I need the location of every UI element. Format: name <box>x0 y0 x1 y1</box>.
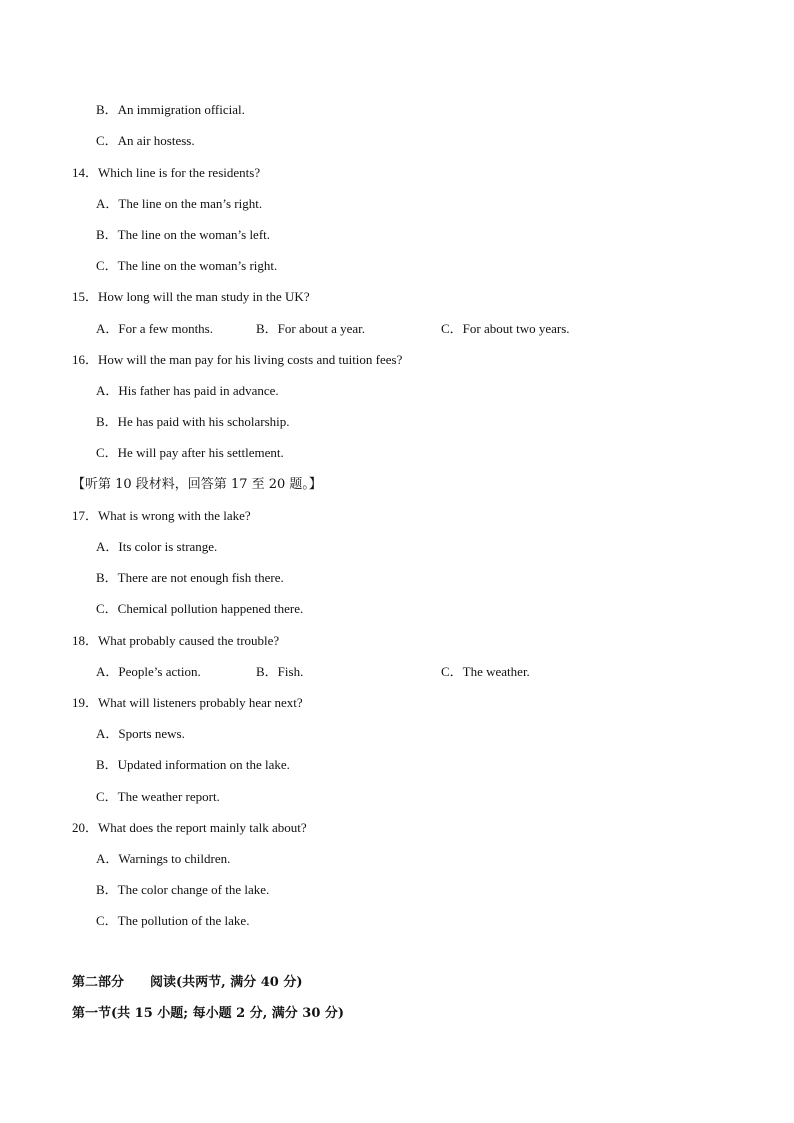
question-text: 19．What will listeners probably hear next? <box>72 695 303 710</box>
option-text: C．He will pay after his settlement. <box>96 445 284 460</box>
part-two-heading: 第二部分 阅读(共两节, 满分 40 分) <box>72 975 303 990</box>
option-text: B．An immigration official. <box>96 102 245 117</box>
option-text: A．Sports news. <box>96 726 185 741</box>
option-text: C．The pollution of the lake. <box>96 913 250 928</box>
question-text: 17．What is wrong with the lake? <box>72 508 251 523</box>
option-text: C．The line on the woman’s right. <box>96 258 278 273</box>
option-text: C．The weather report. <box>96 789 220 804</box>
q18-option-a: A．People’s action. <box>96 664 201 679</box>
option-text: A．His father has paid in advance. <box>96 383 279 398</box>
option-text: A．Warnings to children. <box>96 851 231 866</box>
option-text: C．Chemical pollution happened there. <box>96 601 304 616</box>
instruction-text: 【听第 10 段材料，回答第 17 至 20 题。】 <box>72 477 322 492</box>
q15-option-b: B．For about a year. <box>256 321 366 336</box>
q15-option-c: C．For about two years. <box>441 321 570 336</box>
option-text: A．Its color is strange. <box>96 539 218 554</box>
q18-option-b: B．Fish. <box>256 664 304 679</box>
option-text: B．The line on the woman’s left. <box>96 227 271 242</box>
option-text: A．The line on the man’s right. <box>96 196 263 211</box>
option-text: B．He has paid with his scholarship. <box>96 414 290 429</box>
question-text: 20．What does the report mainly talk about? <box>72 820 307 835</box>
q15-option-a: A．For a few months. <box>96 321 213 336</box>
option-text: B．There are not enough fish there. <box>96 570 284 585</box>
option-text: B．Updated information on the lake. <box>96 757 290 772</box>
option-text: B．The color change of the lake. <box>96 882 270 897</box>
question-text: 15．How long will the man study in the UK? <box>72 289 310 304</box>
section-one-heading: 第一节(共 15 小题; 每小题 2 分, 满分 30 分) <box>72 1006 345 1021</box>
option-text: C．An air hostess. <box>96 133 195 148</box>
question-text: 18．What probably caused the trouble? <box>72 633 280 648</box>
question-text: 16．How will the man pay for his living costs and tuition fees? <box>72 352 403 367</box>
question-text: 14．Which line is for the residents? <box>72 165 261 180</box>
q18-option-c: C．The weather. <box>441 664 530 679</box>
